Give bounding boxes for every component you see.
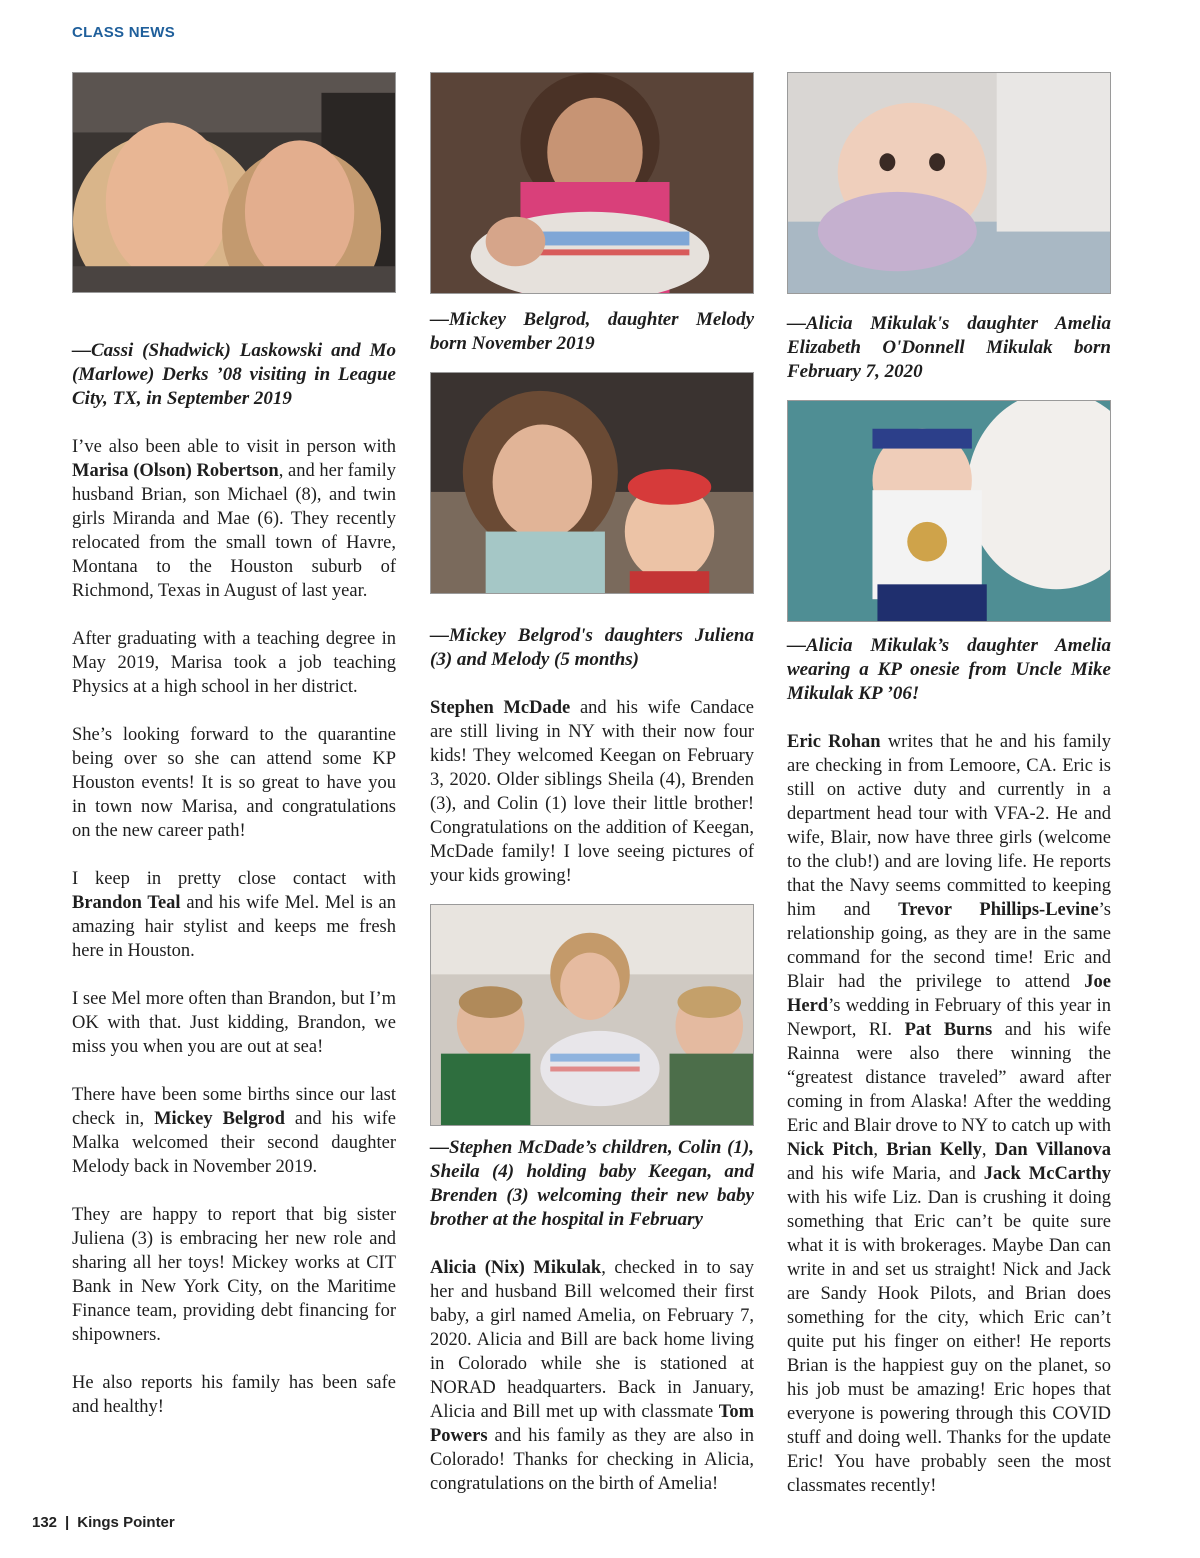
paragraph-mel: I see Mel more often than Brandon, but I’m OK with that. Just kidding, Brandon, we miss you when you are out at sea! (72, 989, 396, 1057)
name-alicia-mikulak: Alicia (Nix) Mikulak (430, 1258, 602, 1278)
footer-separator: | (65, 1514, 70, 1531)
caption-melody-newborn: —Mickey Belgrod, daughter Melody born November 2019 (430, 309, 754, 354)
name-mickey-belgrod: Mickey Belgrod (154, 1109, 285, 1129)
name-tom-powers: Tom Powers (430, 1402, 754, 1446)
name-brian-kelly: Brian Kelly (886, 1140, 982, 1160)
paragraph-mcdade: Stephen McDade and his wife Candace are still living in NY with their now four kids! They welcomed Keegan on February 3, 2020. Older siblings Sheila (4), Brenden (3), and Colin (1) love their little brother! Congratulations on the addition of Keegan, McDade family! I love seeing pictures of your kids growing! (430, 698, 754, 886)
photo-cassi-and-mo (72, 72, 396, 293)
name-dan-villanova: Dan Villanova (994, 1140, 1111, 1160)
name-eric-rohan: Eric Rohan (787, 732, 881, 752)
name-nick-pitch: Nick Pitch (787, 1140, 874, 1160)
caption-amelia-kp-onesie: —Alicia Mikulak’s daughter Amelia wearing a KP onesie from Uncle Mike Mikulak KP ’06! (787, 635, 1111, 704)
paragraph-safe: He also reports his family has been safe and healthy! (72, 1373, 396, 1417)
column-2 (430, 72, 754, 1496)
caption-cassi-and-mo: —Cassi (Shadwick) Laskowski and Mo (Marlowe) Derks ’08 visiting in League City, TX, in September 2019 (72, 340, 396, 409)
paragraph-brandon: I keep in pretty close contact with Brandon Teal and his wife Mel. Mel is an amazing hair stylist and keeps me fresh here in Houston. (72, 869, 396, 961)
caption-mcdade-children: —Stephen McDade’s children, Colin (1), Sheila (4) holding baby Keegan, and Brenden (3) welcoming their new baby brother at the hospital in February (430, 1137, 754, 1230)
page-number: 132 (32, 1514, 58, 1531)
page-footer (32, 1514, 175, 1531)
name-pat-burns: Pat Burns (904, 1020, 993, 1040)
photo-amelia-kp-onesie (787, 400, 1111, 622)
paragraph-marisa-teaching: After graduating with a teaching degree in May 2019, Marisa took a job teaching Physics at a high school in her district. (72, 629, 396, 697)
paragraph-marisa-houston: She’s looking forward to the quarantine being over so she can attend some KP Houston events! It is so great to have you in town now Marisa, and congratulations on the new career path! (72, 725, 396, 841)
paragraph-eric-rohan: Eric Rohan writes that he and his family are checking in from Lemoore, CA. Eric is still on active duty and currently in a department head tour with VFA-2. He and wife, Blair, now have three girls (welcome to the club!) and are loving life. He reports that the Navy seems committed to keeping him and Trevor Phillips-Levine’s relationship going, as they are in the same command for the second time! Eric and Blair had the privilege to attend Joe Herd’s wedding in February of this year in Newport, RI. Pat Burns and his wife Rainna were also there winning the “greatest distance traveled” award after coming in from Alaska! After the wedding Eric and Blair drove to NY to catch up with Nick Pitch, Brian Kelly, Dan Villanova and his wife Maria, and Jack McCarthy with his wife Liz. Dan is crushing it doing something that Eric can’t be quite sure what it is with brokerages. Maybe Dan can write in and set us straight! Nick and Jack are Sandy Hook Pilots, and Brian does something for the city, which Eric can’t quite put his finger on either! He reports Brian is the happiest guy on the planet, so his job must be amazing! Eric hopes that everyone is powering through this COVID stuff and doing well. Thanks for the update Eric! You have probably seen the most classmates recently! (787, 732, 1111, 1496)
paragraph-juliena: They are happy to report that big sister Juliena (3) is embracing her new role and sharing all her toys! Mickey works at CIT Bank in New York City, on the Maritime Finance team, providing debt financing for shipowners. (72, 1205, 396, 1345)
caption-juliena-and-melody: —Mickey Belgrod's daughters Juliena (3) and Melody (5 months) (430, 625, 754, 670)
photo-melody-newborn (430, 72, 754, 294)
section-label: CLASS NEWS (72, 24, 176, 41)
photo-juliena-and-melody (430, 372, 754, 594)
name-stephen-mcdade: Stephen McDade (430, 698, 571, 718)
paragraph-alicia: Alicia (Nix) Mikulak, checked in to say her and husband Bill welcomed their first baby, a girl named Amelia, on February 7, 2020. Alicia and Bill are back home living in Colorado while she is stationed at NORAD headquarters. Back in January, Alicia and Bill met up with classmate Tom Powers and his family as they are also in Colorado! Thanks for checking in Alicia, congratulations on the birth of Amelia! (430, 1258, 754, 1494)
name-brandon-teal: Brandon Teal (72, 893, 181, 913)
paragraph-marisa: I’ve also been able to visit in person with Marisa (Olson) Robertson, and her family husband Brian, son Michael (8), and twin girls Miranda and Mae (6). They recently relocated from the small town of Havre, Montana to the Houston suburb of Richmond, Texas in August of last year. (72, 437, 397, 601)
name-trevor-phillips-levine: Trevor Phillips-Levine (898, 900, 1099, 920)
name-joe-herd: Joe Herd (787, 972, 1111, 1016)
photo-mcdade-children (430, 904, 754, 1126)
publication-name: Kings Pointer (77, 1514, 175, 1531)
paragraph-births: There have been some births since our last check in, Mickey Belgrod and his wife Malka welcomed their second daughter Melody back in November 2019. (72, 1085, 396, 1177)
name-marisa-robertson: Marisa (Olson) Robertson (72, 461, 279, 481)
column-3 (787, 72, 1111, 1498)
name-jack-mccarthy: Jack McCarthy (983, 1164, 1111, 1184)
photo-amelia-newborn (787, 72, 1111, 294)
column-1 (72, 72, 396, 1419)
caption-amelia-newborn: —Alicia Mikulak's daughter Amelia Elizabeth O'Donnell Mikulak born February 7, 2020 (787, 313, 1111, 382)
